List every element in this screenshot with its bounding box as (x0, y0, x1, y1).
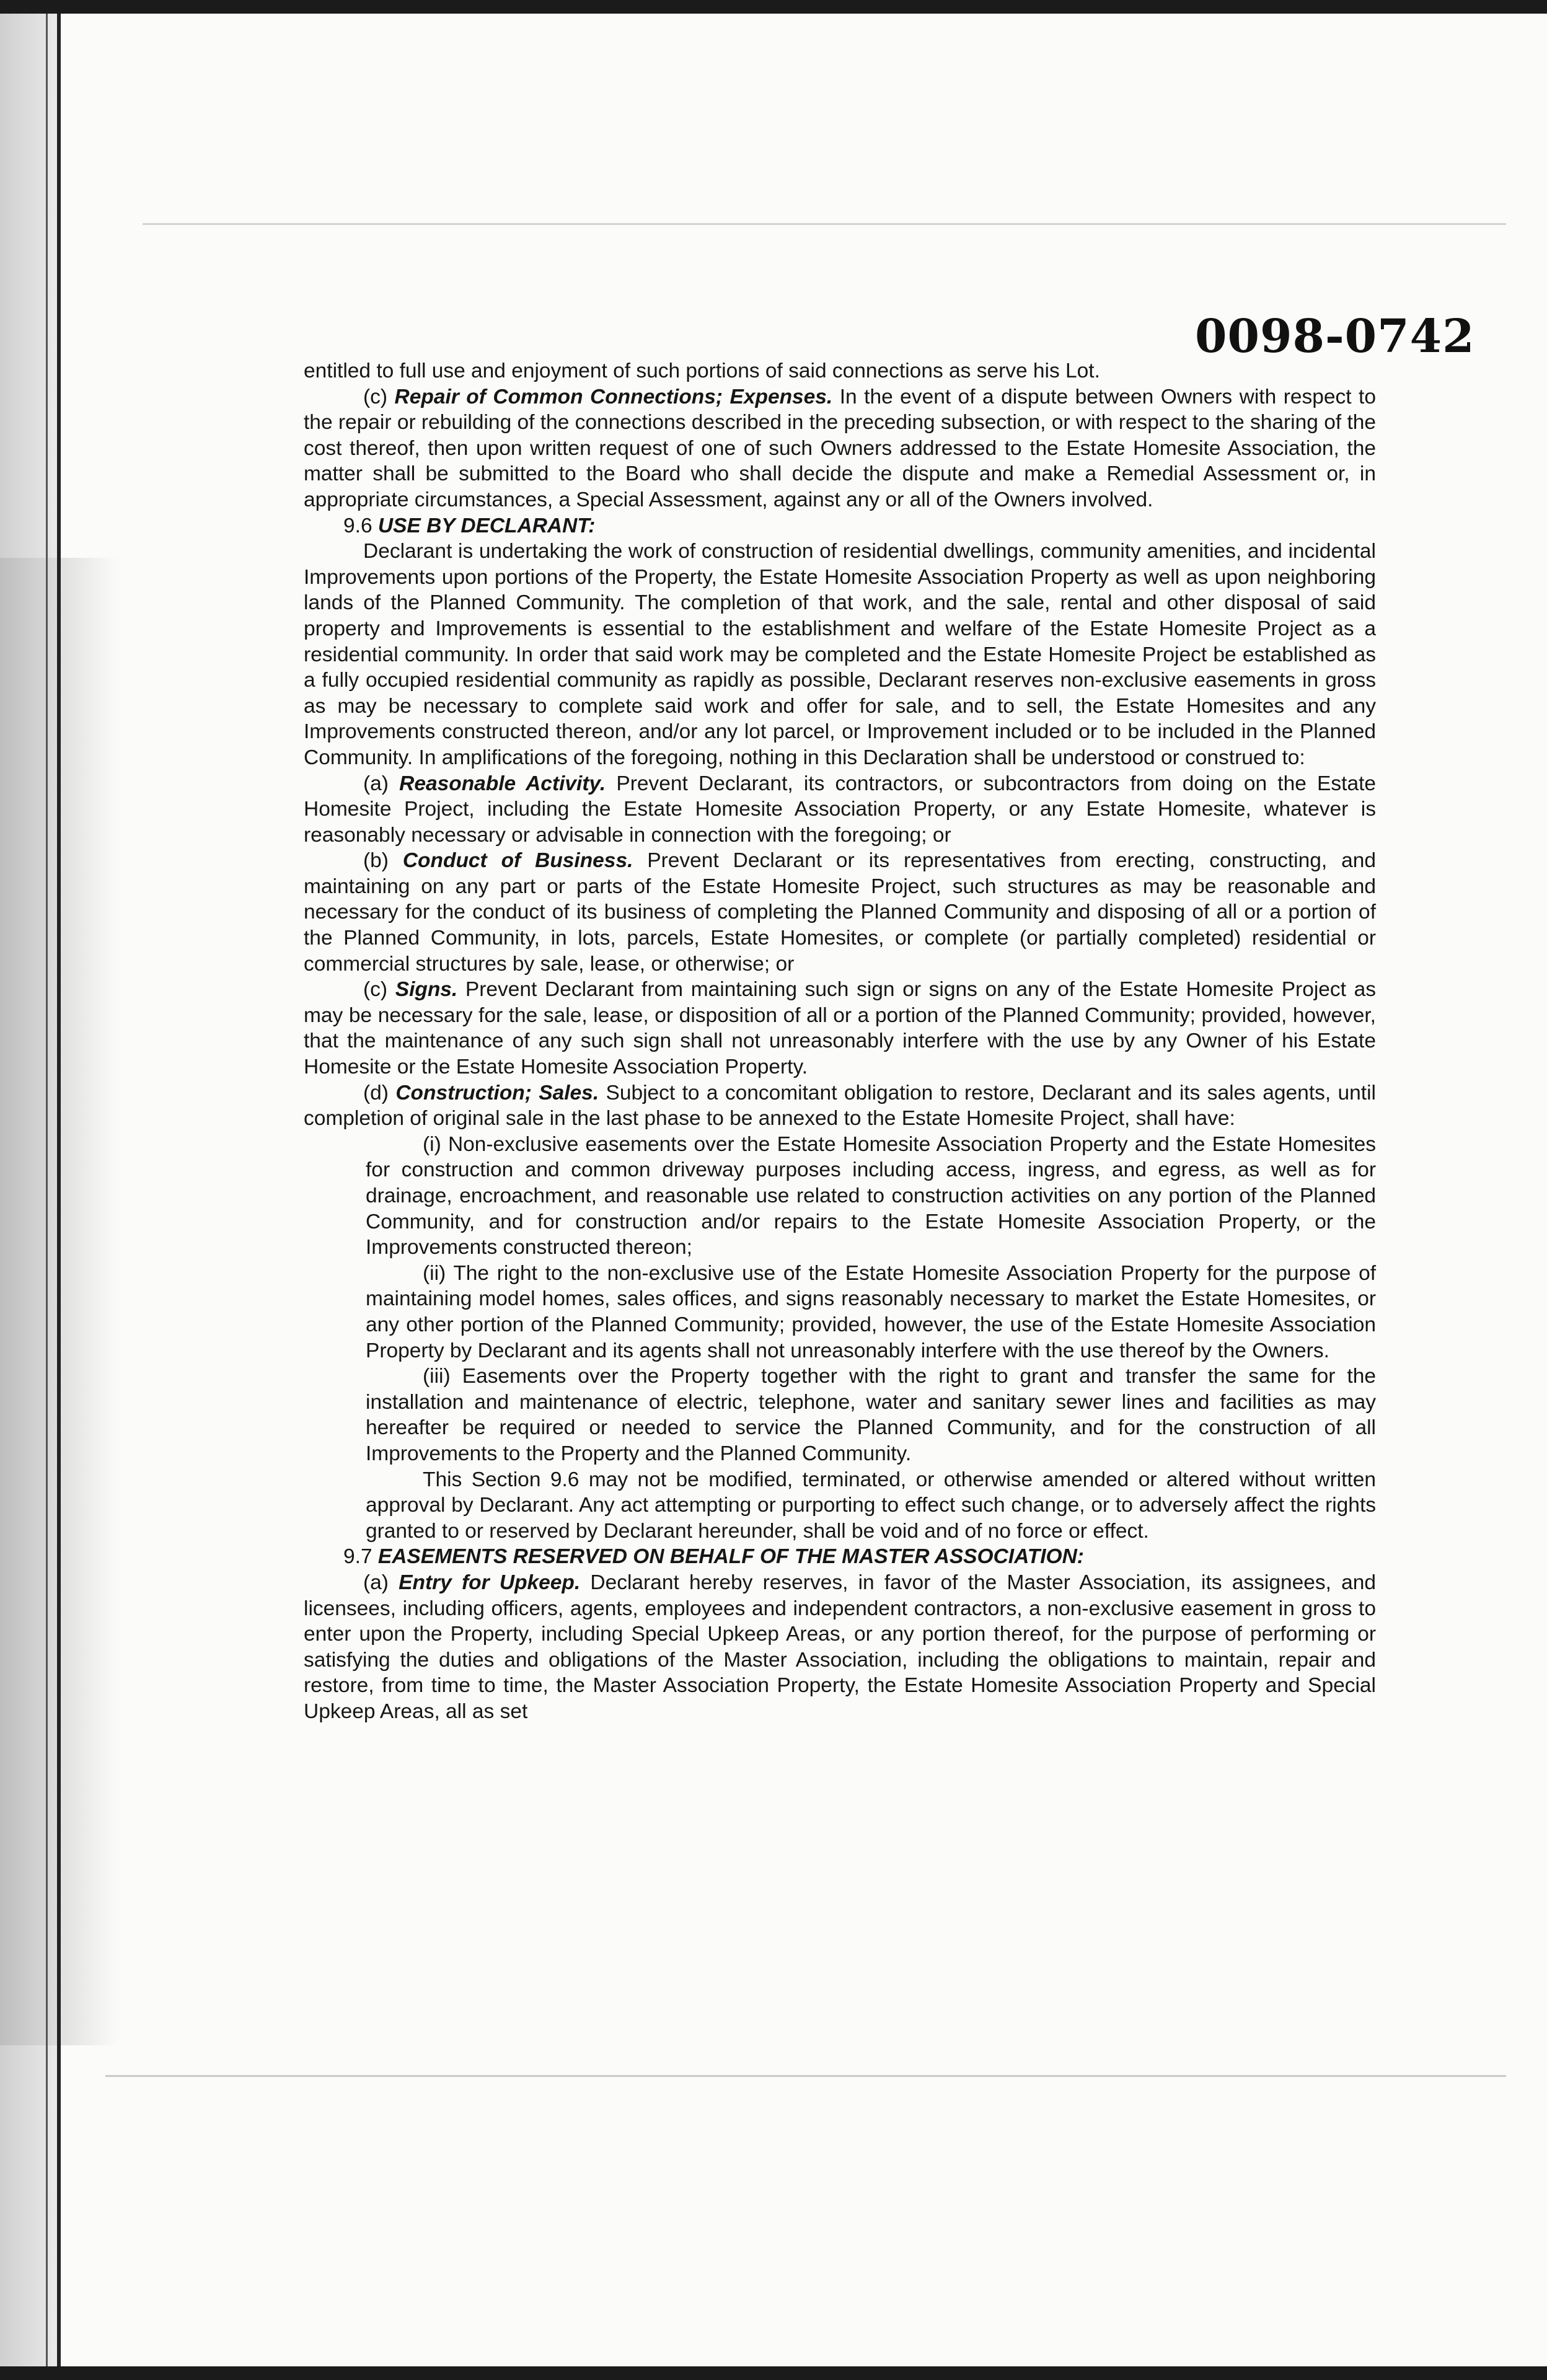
subsection-label: (a) (363, 1571, 389, 1594)
paragraph-text: The right to the non-exclusive use of the Estate Homesite Association Property for the purpose of maintaining model homes, sales offices, and signs reasonably necessary to market the Estate Homesites, or any other portion of the Planned Community; provided, however, the use of the Estate Homesite Association Property by Declarant and its agents shall not unreasonably interfere with the use thereof by the Owners. (366, 1261, 1377, 1362)
paragraph-text: Declarant hereby reserves, in favor of the Master Association, its assignees, and licensees, including officers, agents, employees and independent contractors, a non-exclusive easement in gross to enter upon the Property, including Special Upkeep Areas, or any portion thereof, for the purpose of performing or satisfying the duties and obligations of the Master Association, including the obligations to maintain, repair and restore, from time to time, the Master Association Property, the Estate Homesite Association Property and Special Upkeep Areas, all as set (304, 1571, 1377, 1723)
list-item (304, 1132, 1376, 1261)
subsection-paragraph (304, 1570, 1376, 1725)
paragraph-text: Easements over the Property together with the right to grant and transfer the same for the installation and maintenance of electric, telephone, water and sanitary sewer lines and facilities as may hereafter be required or needed to service the Planned Community, and for the construction of all Improvements to the Property and the Planned Community. (366, 1365, 1377, 1465)
subsection-paragraph (304, 771, 1376, 848)
subsection-paragraph (304, 848, 1376, 977)
subsection-heading: Entry for Upkeep. (399, 1571, 581, 1594)
section-heading (343, 513, 1376, 539)
paragraph-text: entitled to full use and enjoyment of such portions of said connections as serve his Lot. (304, 359, 1100, 382)
paragraph-text: This Section 9.6 may not be modified, terminated, or otherwise amended or altered without written approval by Declarant. Any act attempting or purporting to effect such change, or to adversely affect the rights granted to or reserved by Declarant hereunder, shall be void and of no force or effect. (366, 1468, 1376, 1543)
paragraph-continued (304, 358, 1376, 384)
section-heading (343, 1544, 1376, 1570)
subsection-heading: Conduct of Business. (402, 849, 633, 873)
paragraph-text: In the event of a dispute between Owners with respect to the repair or rebuilding of the connections described in the preceding subsection, or with respect to the sharing of the cost thereof, then upon written request of one of such Owners addressed to the Estate Homesite Association, the matter shall be submitted to the Board who shall decide the dispute and make a Remedial Assessment or, in appropriate circumstances, a Special Assessment, against any or all of the Owners involved. (304, 385, 1377, 511)
section-title: USE BY DECLARANT: (377, 514, 596, 537)
section-number: 9.7 (343, 1545, 372, 1569)
subsection-paragraph (304, 384, 1376, 513)
subsection-heading: Signs. (395, 978, 458, 1002)
paragraph-text: Prevent Declarant, its contractors, or subcontractors from doing on the Estate Homesite Project, including the Estate Homesite Association Property, or any Estate Homesite, whatever is reasonably necessary or advisable in connection with the foregoing; or (304, 772, 1377, 847)
scan-binding-edge (57, 0, 61, 2380)
list-item (304, 1364, 1376, 1466)
subsection-heading: Repair of Common Connections; Expenses. (394, 385, 833, 408)
document-number: 0098-0742 (1195, 310, 1475, 363)
subsection-label: (b) (363, 849, 389, 873)
subsection-heading: Reasonable Activity. (399, 772, 606, 795)
subsection-label: (c) (363, 385, 388, 408)
paragraph-text: Prevent Declarant or its representatives from erecting, constructing, and maintaining on any part or parts of the Estate Homesite Project, such structures as may be reasonable and necessary for the conduct of its business of completing the Planned Community and disposing of all or a portion of the Planned Community, in lots, parcels, Estate Homesites, or complete (or partially completed) residential or commercial structures by sale, lease, or otherwise; or (304, 849, 1376, 976)
section-title: EASEMENTS RESERVED ON BEHALF OF THE MASTER ASSOCIATION: (377, 1545, 1084, 1569)
list-item (304, 1467, 1376, 1545)
scan-artifact-line (143, 223, 1506, 225)
paragraph-text: Prevent Declarant from maintaining such sign or signs on any of the Estate Homesite Project as may be necessary for the sale, lease, or disposition of all or a portion of the Planned Community; provided, however, that the maintenance of any such sign shall not unreasonably interfere with the use by any Owner of his Estate Homesite or the Estate Homesite Association Property. (304, 978, 1376, 1079)
subsection-label: (a) (363, 772, 389, 795)
list-item (304, 1261, 1376, 1364)
paragraph-text: Declarant is undertaking the work of construction of residential dwellings, community amenities, and incidental Improvements upon portions of the Property, the Estate Homesite Association Property as well as upon neighboring lands of the Planned Community. The completion of that work, and the sale, rental and other disposal of said property and Improvements is essential to the establishment and welfare of the Estate Homesite Project as a residential community. In order that said work may be completed and the Estate Homesite Project be established as a fully occupied residential community as rapidly as possible, Declarant reserves non-exclusive easements in gross as may be necessary to complete said work and offer for sale, and to sell, the Estate Homesites and any Improvements constructed thereon, and/or any lot parcel, or Improvement included or to be included in the Planned Community. In amplifications of the foregoing, nothing in this Declaration shall be understood or construed to: (304, 540, 1376, 769)
section-number: 9.6 (343, 514, 372, 537)
paragraph-text: Subject to a concomitant obligation to restore, Declarant and its sales agents, until completion of original sale in the last phase to be annexed to the Estate Homesite Project, shall have: (304, 1081, 1376, 1130)
item-label: (iii) (423, 1365, 451, 1388)
subsection-paragraph (304, 977, 1376, 1080)
body-paragraph (304, 539, 1376, 770)
scan-bottom-edge (0, 2366, 1547, 2380)
subsection-paragraph (304, 1080, 1376, 1132)
scan-binding-line (46, 0, 48, 2380)
subsection-label: (c) (363, 978, 388, 1002)
paragraph-text: Non-exclusive easements over the Estate Homesite Association Property and the Estate Homesites for construction and common driveway purposes including access, ingress, and egress, as well as for drainage, encroachment, and reasonable use related to construction activities on any portion of the Planned Community, and for construction and/or repairs to the Estate Homesite Association Property, or the Improvements constructed thereon; (366, 1132, 1376, 1259)
subsection-heading: Construction; Sales. (395, 1081, 599, 1104)
scan-top-edge (0, 0, 1547, 14)
item-label: (i) (423, 1132, 441, 1156)
scan-artifact-line (105, 2075, 1506, 2077)
item-label: (ii) (423, 1261, 446, 1285)
subsection-label: (d) (363, 1081, 389, 1104)
document-body (304, 358, 1376, 1724)
